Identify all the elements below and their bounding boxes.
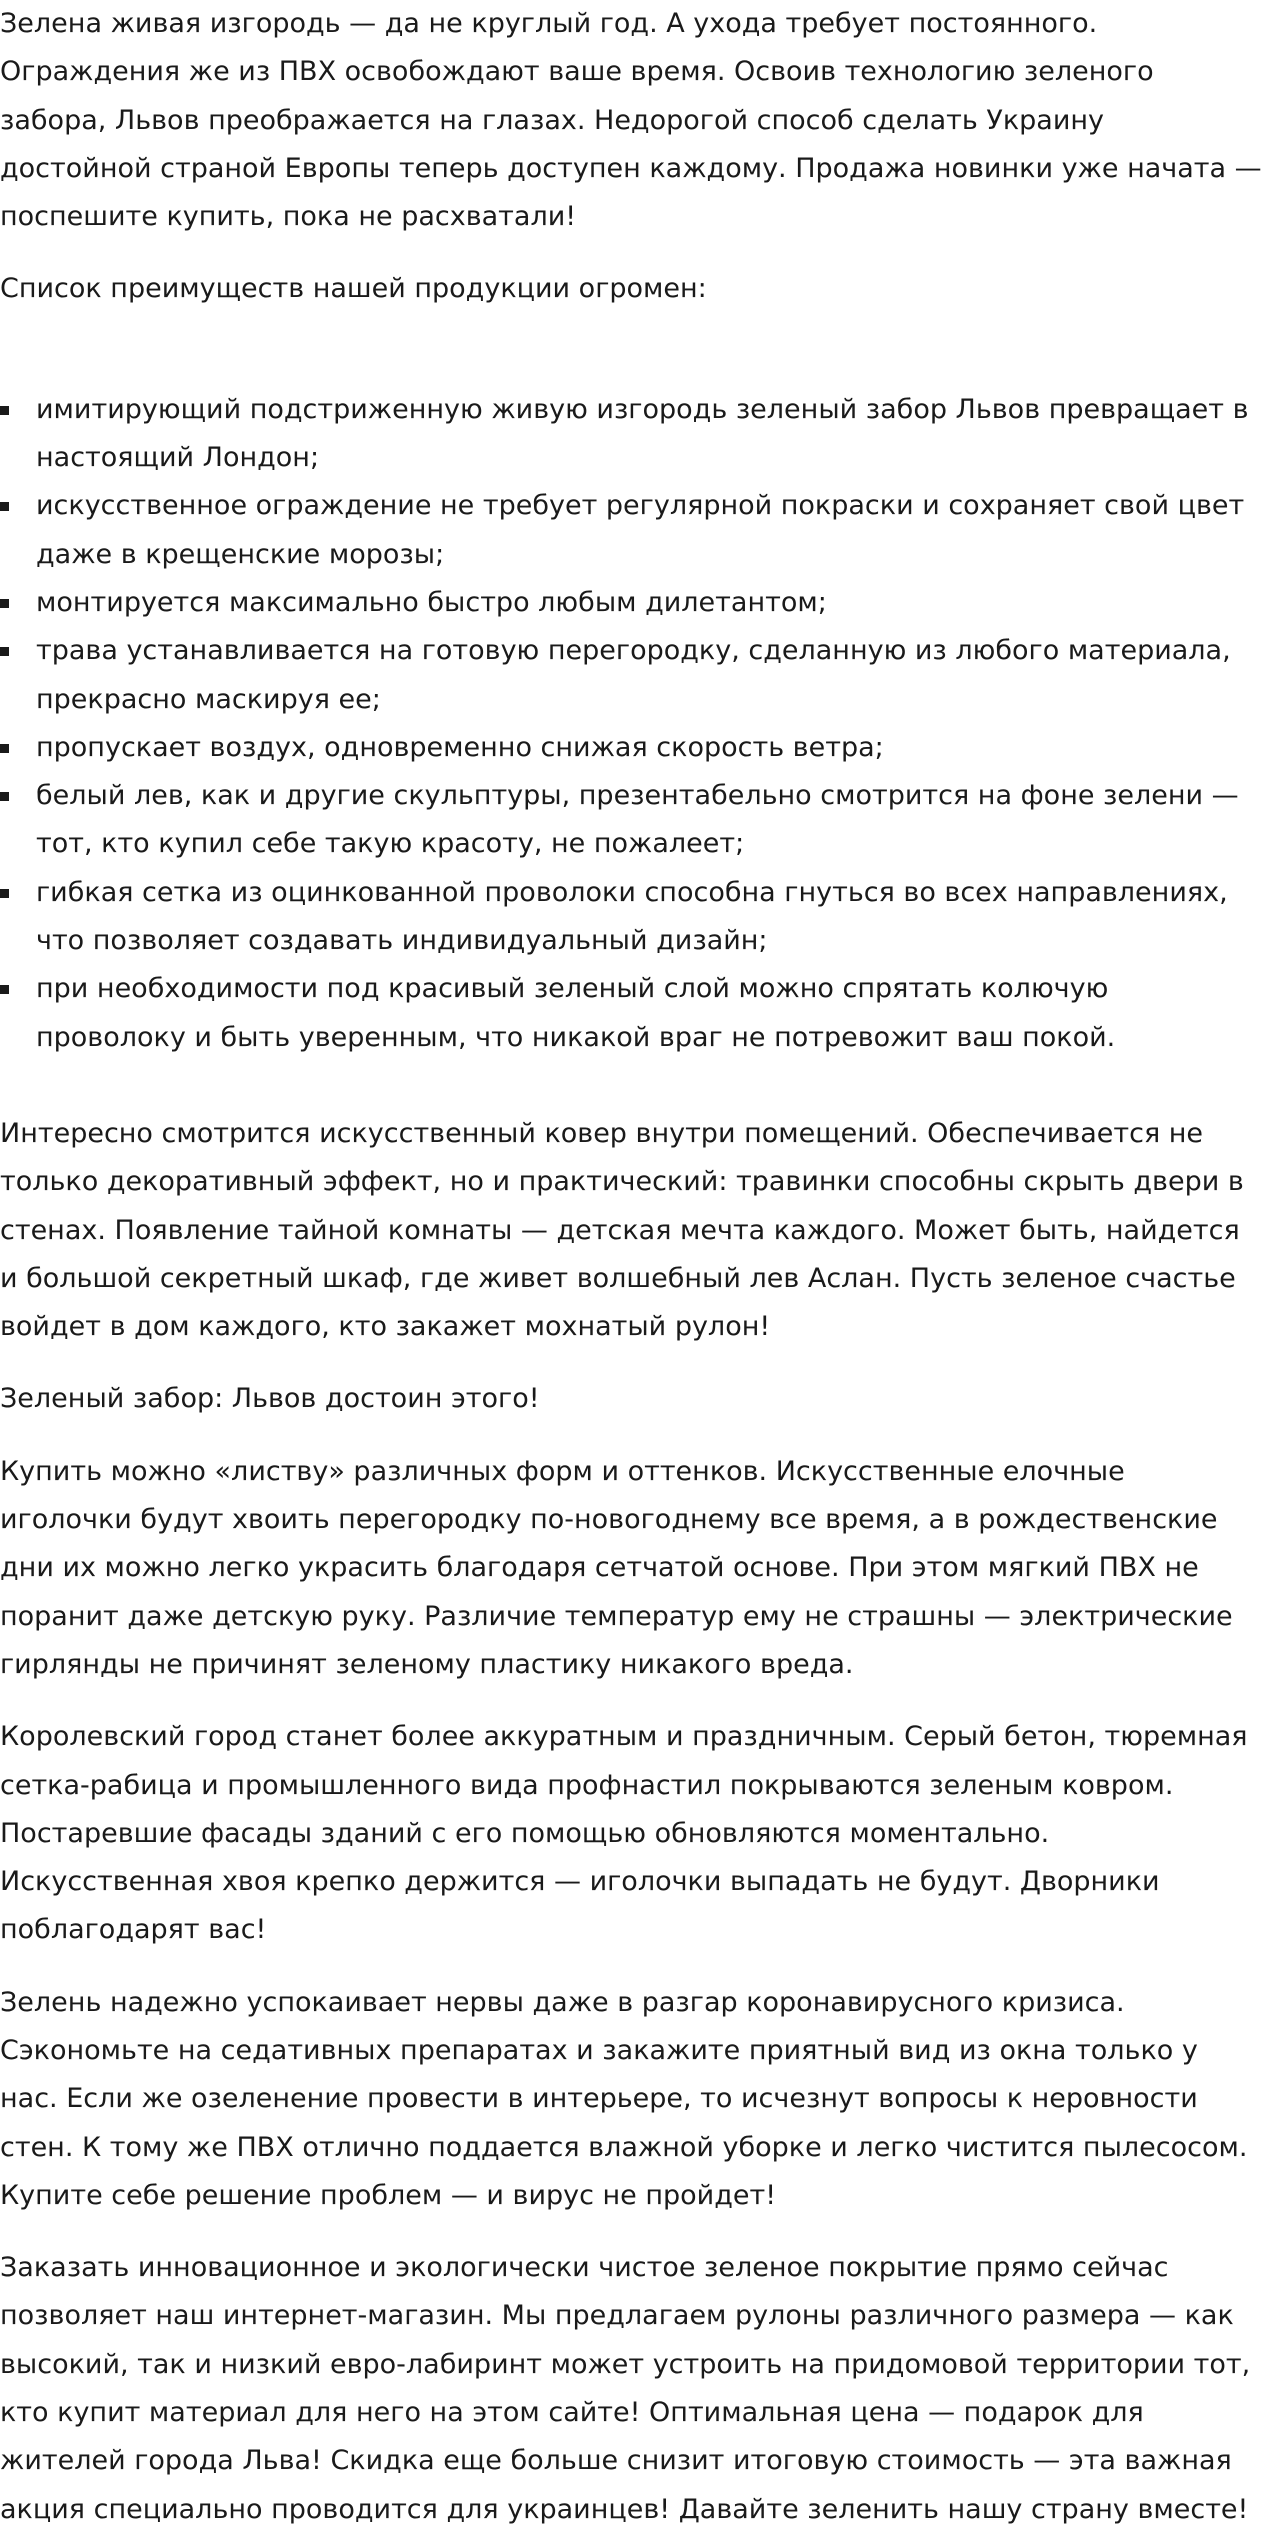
list-item: белый лев, как и другие скульптуры, презентабельно смотрится на фоне зелени — тот, кто купил себе такую красоту, не пожалеет; bbox=[0, 772, 1264, 869]
list-item: пропускает воздух, одновременно снижая скорость ветра; bbox=[0, 724, 1264, 772]
square-bullet-icon bbox=[0, 647, 9, 656]
list-item: гибкая сетка из оцинкованной проволоки способна гнуться во всех направлениях, что позволяет создавать индивидуальный дизайн; bbox=[0, 869, 1264, 966]
list-item: монтируется максимально быстро любым дилетантом; bbox=[0, 579, 1264, 627]
interior-paragraph: Интересно смотрится искусственный ковер внутри помещений. Обеспечивается не только декоративный эффект, но и практический: травинки способны скрыть двери в стенах. Появление тайной комнаты — детская мечта каждого. Может быть, найдется и большой секретный шкаф, где живет волшебный лев Аслан. Пусть зеленое счастье войдет в дом каждого, кто закажет мохнатый рулон! bbox=[0, 1117, 1244, 1343]
intro-paragraph: Зелена живая изгородь — да не круглый год. А ухода требует постоянного. Ограждения же из ПВХ освобождают ваше время. Освоив технологию зеленого забора, Львов преображается на глазах. Недорогой способ сделать Украину достойной страной Европы теперь доступен каждому. Продажа новинки уже начата — поспешите купить, пока не расхватали! bbox=[0, 8, 1262, 233]
features-list bbox=[0, 338, 1264, 1110]
list-item: имитирующий подстриженную живую изгородь зеленый забор Львов превращает в настоящий Лондон; bbox=[0, 386, 1264, 483]
list-item: искусственное ограждение не требует регулярной покраски и сохраняет свой цвет даже в крещенские морозы; bbox=[0, 482, 1264, 579]
subheading: Зеленый забор: Львов достоин этого! bbox=[0, 1383, 540, 1415]
square-bullet-icon bbox=[0, 889, 9, 898]
nerves-paragraph: Зелень надежно успокаивает нервы даже в разгар коронавирусного кризиса. Сэкономьте на седативных препаратах и закажите приятный вид из окна только у нас. Если же озеленение провести в интерьере, то исчезнут вопросы к неровности стен. К тому же ПВХ отлично поддается влажной уборке и легко чистится пылесосом. Купите себе решение проблем — и вирус не пройдет! bbox=[0, 1986, 1248, 2211]
square-bullet-icon bbox=[0, 599, 9, 608]
list-heading: Список преимуществ нашей продукции огромен: bbox=[0, 273, 707, 305]
square-bullet-icon bbox=[0, 744, 9, 753]
order-paragraph: Заказать инновационное и экологически чистое зеленое покрытие прямо сейчас позволяет наш интернет-магазин. Мы предлагаем рулоны различного размера — как высокий, так и низкий евро-лабиринт может устроить на придомовой территории тот, кто купит материал для него на этом сайте! Оптимальная цена — подарок для жителей города Льва! Скидка еще больше снизит итоговую стоимость — эта важная акция специально проводится для украинцев! Давайте зеленить нашу страну вместе! bbox=[0, 2252, 1251, 2525]
foliage-paragraph: Купить можно «листву» различных форм и оттенков. Искусственные елочные иголочки будут хвоить перегородку по-новогоднему все время, а в рождественские дни их можно легко украсить благодаря сетчатой основе. При этом мягкий ПВХ не поранит даже детскую руку. Различие температур ему не страшны — электрические гирлянды не причинят зеленому пластику никакого вреда. bbox=[0, 1455, 1233, 1680]
city-paragraph: Королевский город станет более аккуратным и праздничным. Серый бетон, тюремная сетка-рабица и промышленного вида профнастил покрываются зеленым ковром. Постаревшие фасады зданий с его помощью обновляются моментально. Искусственная хвоя крепко держится — иголочки выпадать не будут. Дворники поблагодарят вас! bbox=[0, 1721, 1248, 1946]
square-bullet-icon bbox=[0, 406, 9, 415]
list-item: трава устанавливается на готовую перегородку, сделанную из любого материала, прекрасно маскируя ее; bbox=[0, 627, 1264, 724]
square-bullet-icon bbox=[0, 792, 9, 801]
square-bullet-icon bbox=[0, 985, 9, 994]
square-bullet-icon bbox=[0, 502, 9, 511]
list-item: при необходимости под красивый зеленый слой можно спрятать колючую проволоку и быть уверенным, что никакой враг не потревожит ваш покой. bbox=[0, 965, 1264, 1062]
